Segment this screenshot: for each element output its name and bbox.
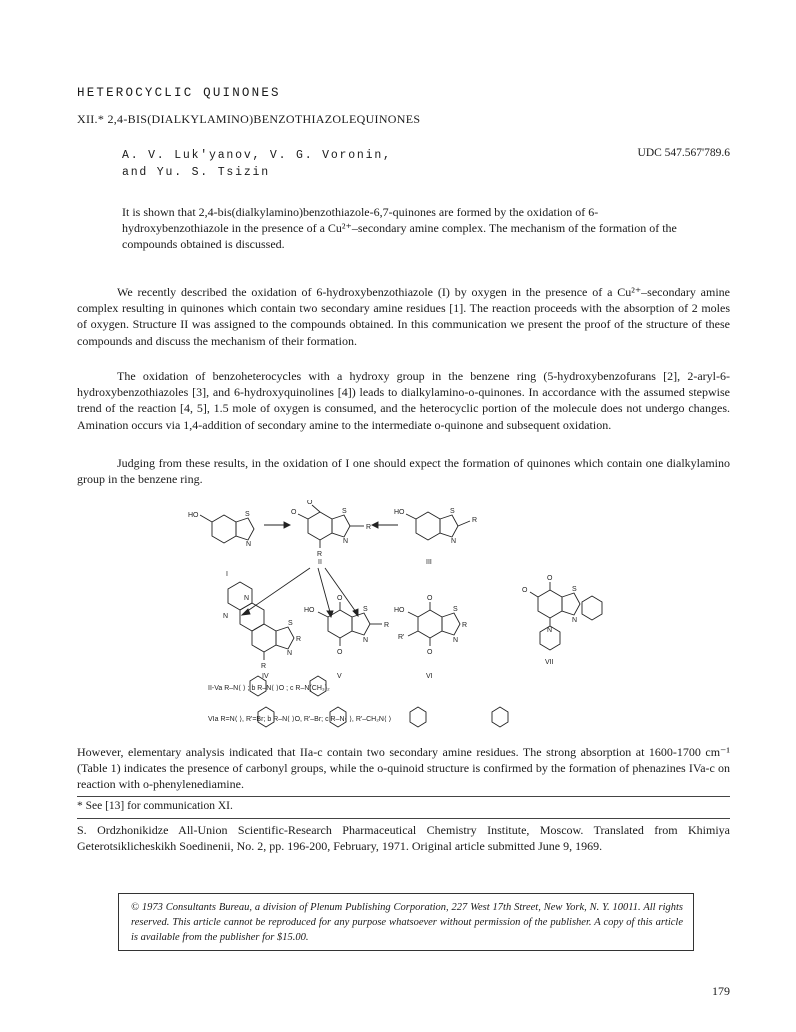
svg-text:O: O (291, 509, 297, 516)
svg-text:S: S (245, 511, 250, 518)
svg-text:N: N (363, 637, 369, 644)
svg-text:R: R (462, 622, 468, 629)
copyright-box (118, 893, 694, 951)
authors (122, 147, 392, 181)
structure-II (298, 505, 364, 548)
svg-text:R: R (296, 636, 302, 643)
footnote-rule (77, 796, 730, 797)
svg-text:N: N (223, 613, 229, 620)
footnote: * See [13] for communication XI. (77, 800, 233, 812)
svg-text:O: O (522, 587, 528, 594)
svg-text:S: S (572, 586, 577, 593)
svg-text:N: N (343, 538, 349, 545)
svg-text:R': R' (398, 634, 405, 641)
svg-text:N: N (572, 617, 578, 624)
svg-text:S: S (288, 620, 293, 627)
label-V: V (337, 673, 342, 680)
paragraph-3: Judging from these results, in the oxidation of I one should expect the formation of quinones which contain one dialkylamino group in the benzene ring. (77, 456, 730, 487)
svg-text:N: N (547, 627, 553, 634)
svg-text:R: R (366, 524, 372, 531)
svg-text:S: S (342, 508, 347, 515)
affiliation: S. Ordzhonikidze All-Union Scientific-Research Pharmaceutical Chemistry Institute, Moscow. Translated from Khimiya Geterotsiklicheskikh Soedinenii, No. 2, pp. 196-200, February, 1971. Original article submitted June 9, 1969. (77, 823, 730, 854)
structure-III (406, 512, 470, 540)
abstract: It is shown that 2,4-bis(dialkylamino)benzothiazole-6,7-quinones are formed by the oxidation of 6-hydroxybenzothiazole in the presence of a Cu²⁺–secondary amine complex. The mechanism of the formation of the compounds obtained is discussed. (122, 205, 677, 251)
svg-text:O: O (337, 595, 343, 602)
label-III: III (426, 559, 432, 566)
structure-I (200, 515, 254, 543)
copyright-text: © 1973 Consultants Bureau, a division of Plenum Publishing Corporation, 227 West 17th Street, New York, N. Y. 10011. All rights reserved. This article cannot be reproduced for any purpose whatsoever without permission of the publisher. A copy of this article is available from the publisher for $15.00. (131, 902, 683, 943)
svg-text:O: O (427, 595, 433, 602)
svg-text:O: O (427, 649, 433, 656)
svg-text:O: O (547, 575, 553, 582)
label-II: II (318, 559, 322, 566)
svg-text:N: N (244, 595, 250, 602)
affiliation-rule (77, 818, 730, 819)
reaction-scheme (180, 500, 620, 735)
svg-text:N: N (287, 650, 293, 657)
udc-code: UDC 547.567'789.6 (637, 147, 730, 159)
svg-text:S: S (453, 606, 458, 613)
svg-text:N: N (451, 538, 457, 545)
article-title: XII.* 2,4-BIS(DIALKYLAMINO)BENZOTHIAZOLEQUINONES (77, 112, 421, 126)
svg-text:N: N (453, 637, 459, 644)
structure-IV (228, 582, 294, 660)
authors-line-1: A. V. Luk'yanov, V. G. Voronin, (122, 149, 392, 162)
authors-line-2: and Yu. S. Tsizin (122, 166, 270, 179)
label-I: I (226, 571, 228, 578)
paragraph-2: The oxidation of benzoheterocycles with a hydroxy group in the benzene ring (5-hydroxybenzofurans [2], 2-aryl-6-hydroxybenzothiazoles [3], and 6-hydroxyquinolines [4]) leads to dialkylamino-o-quinones. In accordance with the assumed stepwise trend of the reaction [4, 5], 1.5 mole of oxygen is consumed, and the heterocyclic portion of the molecule does not undergo changes. Amination occurs via 1,4-addition of secondary amine to the intermediate o-quinone and subsequent oxidation. (77, 369, 730, 432)
label-IV: IV (262, 673, 269, 680)
svg-text:R: R (317, 551, 323, 558)
svg-text:O: O (307, 500, 313, 506)
svg-text:R: R (261, 663, 267, 670)
label-VII: VII (545, 659, 554, 666)
scheme-legend-2: VIa R=N⟨ ⟩, R'=Br; b R–N⟨ ⟩O, R'–Br; c R–N⟨ ⟩, R'–CH₂N⟨ ⟩ (208, 716, 392, 723)
structure-V (318, 602, 382, 646)
svg-text:R: R (472, 517, 478, 524)
page-number: 179 (712, 984, 730, 998)
svg-text:HO: HO (394, 509, 405, 516)
series-title: HETEROCYCLIC QUINONES (77, 86, 281, 100)
paragraph-4: However, elementary analysis indicated that IIa-c contain two secondary amine residues. The strong absorption at 1600-1700 cm⁻¹ (Table 1) indicates the presence of carbonyl groups, while the o-quinoid structure is confirmed by the formation of phenazines IVa-c on reaction with o-phenylenediamine. (77, 745, 730, 792)
scheme-legend-1: II-Va R–N⟨ ⟩ ; b R–N⟨ ⟩O ; c R–N(CH₃)₂ (208, 685, 330, 692)
paragraph-1: We recently described the oxidation of 6-hydroxybenzothiazole (I) by oxygen in the presence of a Cu²⁺–secondary amine complex resulting in quinones which contain two secondary amine residues [1]. The reaction proceeds with the absorption of 2 moles of oxygen. Structure II was assigned to the compounds obtained. In this communication we present the proof of the structure of these compounds and discuss the mechanism of their formation. (77, 285, 730, 348)
svg-text:O: O (337, 649, 343, 656)
svg-text:R: R (384, 622, 390, 629)
svg-text:HO: HO (304, 607, 315, 614)
label-VI: VI (426, 673, 433, 680)
svg-text:HO: HO (188, 512, 199, 519)
svg-text:HO: HO (394, 607, 405, 614)
svg-text:S: S (450, 508, 455, 515)
svg-text:S: S (363, 606, 368, 613)
structure-VII (530, 582, 602, 650)
svg-text:N: N (246, 541, 252, 548)
